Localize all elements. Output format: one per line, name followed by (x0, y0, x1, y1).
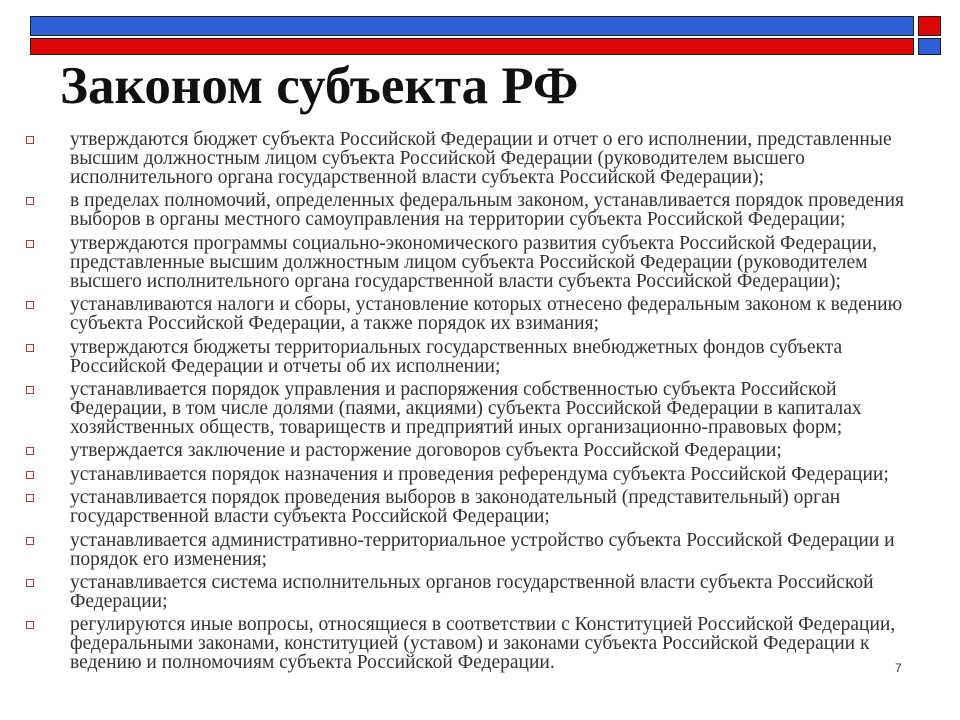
list-item-line: устанавливаются налоги и сборы, установление которых отнесено федеральным законом к ведению (70, 294, 903, 316)
header-bar-blue (30, 16, 914, 36)
list-item-line: высшего исполнительного органа государственной власти субъекта Российской Федерации); (70, 270, 841, 292)
list-item-line: субъекта Российской Федерации, а также порядок их взимания; (70, 313, 600, 335)
list-item (70, 380, 940, 437)
bullet-square-icon (26, 579, 34, 587)
list-item-line: государственной власти субъекта Российской Федерации; (70, 506, 550, 528)
bullet-square-icon (26, 344, 34, 352)
list-item (70, 488, 940, 526)
list-item-line: утверждается заключение и расторжение договоров субъекта Российской Федерации; (70, 440, 782, 462)
list-item-line: ведению и полномочиям субъекта Российской Федерации. (70, 652, 555, 674)
list-item-line: регулируются иные вопросы, относящиеся в соответствии с Конституцией Российской Федерации, (70, 614, 896, 636)
list-item-line: устанавливается порядок проведения выборов в законодательный (представительный) орган (70, 487, 841, 509)
list-item (70, 615, 940, 672)
list-item-line: порядок его изменения; (70, 548, 267, 570)
bullet-square-icon (26, 471, 34, 479)
list-item-line: Федерации; (70, 590, 168, 612)
bullet-square-icon (26, 537, 34, 545)
header-square-blue (918, 38, 941, 55)
list-item (70, 295, 940, 333)
list-item (70, 191, 940, 229)
header-square-red (918, 16, 941, 36)
bullet-square-icon (26, 136, 34, 144)
list-item-line: высшим должностным лицом субъекта Российской Федерации (руководителем высшего (70, 148, 805, 169)
list-item-line: устанавливается порядок назначения и проведения референдума субъекта Российской Федерации; (70, 463, 889, 485)
list-item (70, 130, 940, 187)
list-item (70, 531, 940, 569)
list-item-line: утверждаются бюджет субъекта Российской Федерации и отчет о его исполнении, представленные (70, 129, 892, 150)
bullet-square-icon (26, 386, 34, 394)
list-item-line: Российской Федерации и отчеты об их исполнении; (70, 355, 501, 377)
list-item-line: утверждаются бюджеты территориальных государственных внебюджетных фондов субъекта (70, 336, 843, 358)
bullet-square-icon (26, 197, 34, 205)
bullet-square-icon (26, 240, 34, 248)
slide-title: Законом субъекта РФ (60, 57, 579, 115)
page-number: 7 (895, 661, 902, 675)
list-item-line: Федерации, в том числе долями (паями, акциями) субъекта Российской Федерации в капиталах (70, 397, 862, 419)
list-item (70, 465, 940, 484)
list-item-line: утверждаются программы социально-экономического развития субъекта Российской Федерации, (70, 232, 878, 254)
list-item-line: устанавливается система исполнительных органов государственной власти субъекта Российской (70, 571, 874, 593)
list-item (70, 234, 940, 291)
list-item-line: в пределах полномочий, определенных федеральным законом, устанавливается порядок проведения (70, 190, 905, 212)
bullet-square-icon (26, 447, 34, 455)
list-item-line: исполнительного органа государственной власти субъекта Российской Федерации); (70, 167, 765, 188)
list-item (70, 441, 940, 460)
list-item (70, 338, 940, 376)
bullet-square-icon (26, 621, 34, 629)
list-item-line: хозяйственных обществ, товариществ и предприятий иных организационно-правовых форм; (70, 416, 843, 438)
list-item-line: устанавливается административно-территориальное устройство субъекта Российской Федерации и (70, 529, 895, 551)
list-item-line: федеральными законами, конституцией (уставом) и законами субъекта Российской Федерации к (70, 633, 870, 655)
list-item-line: представленные высшим должностным лицом субъекта Российской Федерации (руководителем (70, 251, 868, 273)
bullet-square-icon (26, 301, 34, 309)
list-item-line: выборов в органы местного самоуправления на территории субъекта Российской Федерации; (70, 209, 846, 231)
list-item (70, 573, 940, 611)
bullet-square-icon (26, 494, 34, 502)
bullet-list (70, 130, 940, 672)
list-item-line: устанавливается порядок управления и распоряжения собственностью субъекта Российской (70, 378, 837, 400)
header-bar-red (30, 38, 914, 55)
